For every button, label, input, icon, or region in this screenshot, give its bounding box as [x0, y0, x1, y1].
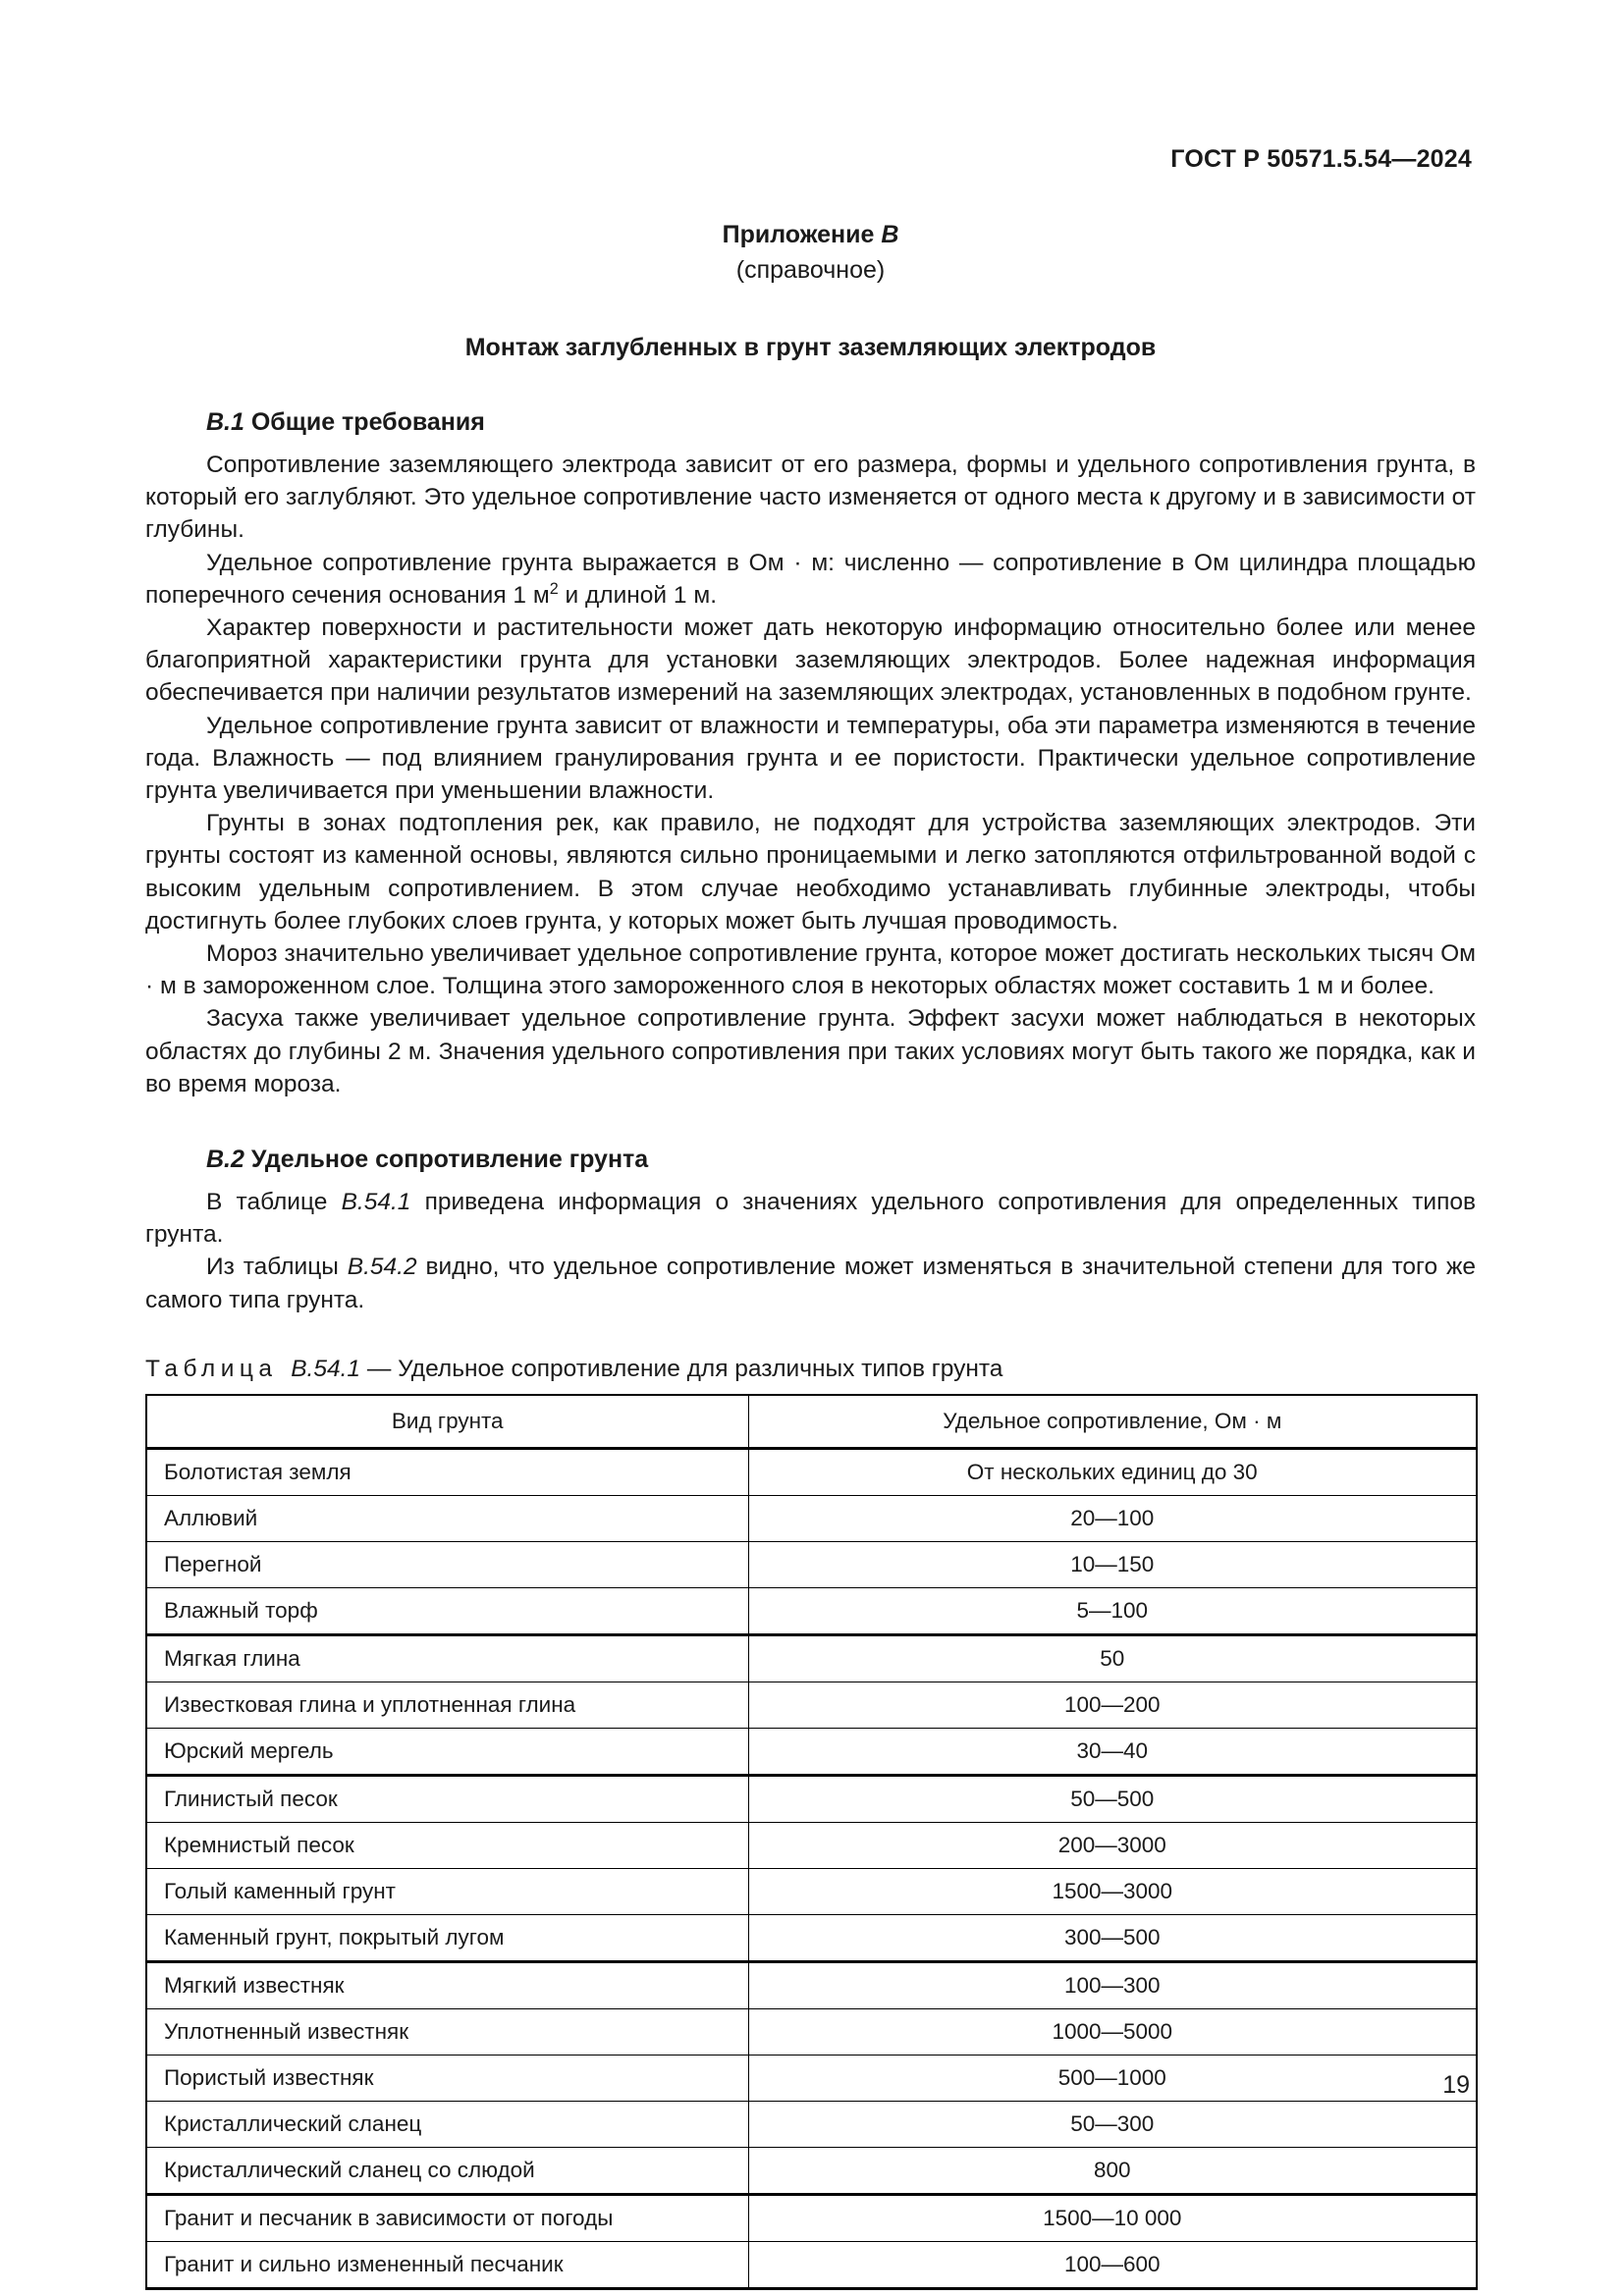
section-heading-b2: [145, 1144, 1476, 1175]
paragraph: Засуха также увеличивает удельное сопротивление грунта. Эффект засухи может наблюдаться в некоторых областях до глубины 2 м. Значения удельного сопротивления при таких условиях могут быть такого же порядка, как и во время мороза.: [145, 1005, 1476, 1097]
table-row: [146, 1822, 1477, 1868]
cell-resistivity: 50: [748, 1634, 1477, 1682]
cell-resistivity: 5—100: [748, 1587, 1477, 1634]
column-header-resistivity: Удельное сопротивление, Ом · м: [748, 1395, 1477, 1449]
table-row: [146, 1961, 1477, 2008]
cell-soil-type: Кристаллический сланец: [146, 2101, 748, 2147]
annex-label: [145, 218, 1476, 251]
table-row: [146, 2008, 1477, 2055]
table-row: [146, 2101, 1477, 2147]
running-header-standard-id: ГОСТ Р 50571.5.54—2024: [1170, 145, 1472, 173]
section-title-b2: Удельное сопротивление грунта: [250, 1146, 649, 1174]
soil-resistivity-table: [145, 1394, 1478, 2290]
section-number-b2: В.2: [206, 1146, 244, 1174]
table-row: [146, 1587, 1477, 1634]
cell-resistivity: 20—100: [748, 1495, 1477, 1541]
paragraph: Мороз значительно увеличивает удельное сопротивление грунта, которое может достигать нескольких тысяч Ом · м в замороженном слое. Толщина этого замороженного слоя в некоторых областях может составить 1 м и более.: [145, 940, 1476, 1000]
annex-label-letter: В: [881, 221, 899, 248]
cell-resistivity: 1000—5000: [748, 2008, 1477, 2055]
cell-soil-type: Голый каменный грунт: [146, 1868, 748, 1914]
cell-soil-type: Влажный торф: [146, 1587, 748, 1634]
table-reference: В.54.1: [341, 1189, 411, 1216]
table-row: [146, 2241, 1477, 2288]
cell-resistivity: 300—500: [748, 1914, 1477, 1961]
table-header-row: [146, 1395, 1477, 1449]
cell-soil-type: Кремнистый песок: [146, 1822, 748, 1868]
column-header-soil-type: Вид грунта: [146, 1395, 748, 1449]
cell-resistivity: 100—200: [748, 1682, 1477, 1728]
paragraph: Из таблицы В.54.2 видно, что удельное сопротивление может изменяться в значительной степени для того же самого типа грунта.: [145, 1254, 1476, 1313]
table-caption-text: Удельное сопротивление для различных типов грунта: [398, 1355, 1003, 1382]
page-content: [145, 218, 1476, 2290]
table-reference: В.54.2: [347, 1254, 417, 1281]
cell-soil-type: Юрский мергель: [146, 1728, 748, 1775]
table-row: [146, 1868, 1477, 1914]
table-caption-number: В.54.1: [291, 1355, 361, 1382]
cell-soil-type: Гранит и сильно измененный песчаник: [146, 2241, 748, 2288]
table-row: [146, 2194, 1477, 2241]
table-caption-word: Таблица: [145, 1355, 278, 1382]
cell-soil-type: Мягкий известняк: [146, 1961, 748, 2008]
table-row: [146, 2147, 1477, 2194]
annex-kind: (справочное): [735, 256, 886, 284]
cell-resistivity: 30—40: [748, 1728, 1477, 1775]
section-title-b1: Общие требования: [250, 408, 485, 436]
table-row: [146, 1728, 1477, 1775]
cell-resistivity: 100—600: [748, 2241, 1477, 2288]
table-row: [146, 1634, 1477, 1682]
page-number: 19: [1442, 2071, 1470, 2099]
cell-resistivity: От нескольких единиц до 30: [748, 1448, 1477, 1495]
cell-resistivity: 100—300: [748, 1961, 1477, 2008]
cell-resistivity: 50—500: [748, 1775, 1477, 1822]
cell-soil-type: Уплотненный известняк: [146, 2008, 748, 2055]
cell-resistivity: 800: [748, 2147, 1477, 2194]
cell-soil-type: Пористый известняк: [146, 2055, 748, 2101]
paragraph: Характер поверхности и растительности может дать некоторую информацию относительно более или менее благоприятной характеристики грунта для установки заземляющих электродов. Более надежная информация обеспечивается при наличии результатов измерений на заземляющих электродах, установленных в подобном грунте.: [145, 614, 1476, 707]
cell-soil-type: Кристаллический сланец со слюдой: [146, 2147, 748, 2194]
table-row: [146, 1495, 1477, 1541]
cell-soil-type: Известковая глина и уплотненная глина: [146, 1682, 748, 1728]
table-caption-dash: —: [360, 1355, 399, 1382]
section-heading-b1: [145, 406, 1476, 438]
table-row: [146, 1448, 1477, 1495]
cell-soil-type: Мягкая глина: [146, 1634, 748, 1682]
paragraph: Грунты в зонах подтопления рек, как правило, не подходят для устройства заземляющих электродов. Эти грунты состоят из каменной основы, являются сильно проницаемыми и легко затопляются отфильтрованной водой с высоким удельным сопротивлением. В этом случае необходимо устанавливать глубинные электроды, чтобы достигнуть более глубоких слоев грунта, у которых может быть лучшая проводимость.: [145, 810, 1476, 934]
table-row: [146, 1682, 1477, 1728]
paragraph: В таблице В.54.1 приведена информация о значениях удельного сопротивления для определенных типов грунта.: [145, 1189, 1476, 1249]
annex-label-prefix: Приложение: [722, 221, 882, 248]
cell-soil-type: Гранит и песчаник в зависимости от погоды: [146, 2194, 748, 2241]
section-number-b1: В.1: [206, 408, 244, 436]
paragraph: Удельное сопротивление грунта выражается в Ом · м: численно — сопротивление в Ом цилиндра площадью поперечного сечения основания 1 $м^2$ и длиной 1 м.: [145, 549, 1476, 609]
cell-resistivity: 10—150: [748, 1541, 1477, 1587]
cell-resistivity: 200—3000: [748, 1822, 1477, 1868]
superscript-two: 2: [549, 579, 559, 598]
table-row: [146, 1775, 1477, 1822]
table-caption: [145, 1356, 1476, 1383]
table-body: [146, 1448, 1477, 2288]
cell-resistivity: 500—1000: [748, 2055, 1477, 2101]
cell-resistivity: 50—300: [748, 2101, 1477, 2147]
cell-soil-type: Перегной: [146, 1541, 748, 1587]
table-row: [146, 1541, 1477, 1587]
table-row: [146, 1914, 1477, 1961]
cell-soil-type: Каменный грунт, покрытый лугом: [146, 1914, 748, 1961]
paragraph: Сопротивление заземляющего электрода зависит от его размера, формы и удельного сопротивления грунта, в который его заглубляют. Это удельное сопротивление часто изменяется от одного места к другому и в зависимости от глубины.: [145, 452, 1476, 544]
cell-resistivity: 1500—3000: [748, 1868, 1477, 1914]
cell-soil-type: Аллювий: [146, 1495, 748, 1541]
annex-title: Монтаж заглубленных в грунт заземляющих электродов: [464, 334, 1157, 361]
table-row: [146, 2055, 1477, 2101]
cell-resistivity: 1500—10 000: [748, 2194, 1477, 2241]
paragraph: Удельное сопротивление грунта зависит от влажности и температуры, оба эти параметра изменяются в течение года. Влажность — под влиянием гранулирования грунта и ее пористости. Практически удельное сопротивление грунта увеличивается при уменьшении влажности.: [145, 712, 1476, 805]
cell-soil-type: Глинистый песок: [146, 1775, 748, 1822]
cell-soil-type: Болотистая земля: [146, 1448, 748, 1495]
